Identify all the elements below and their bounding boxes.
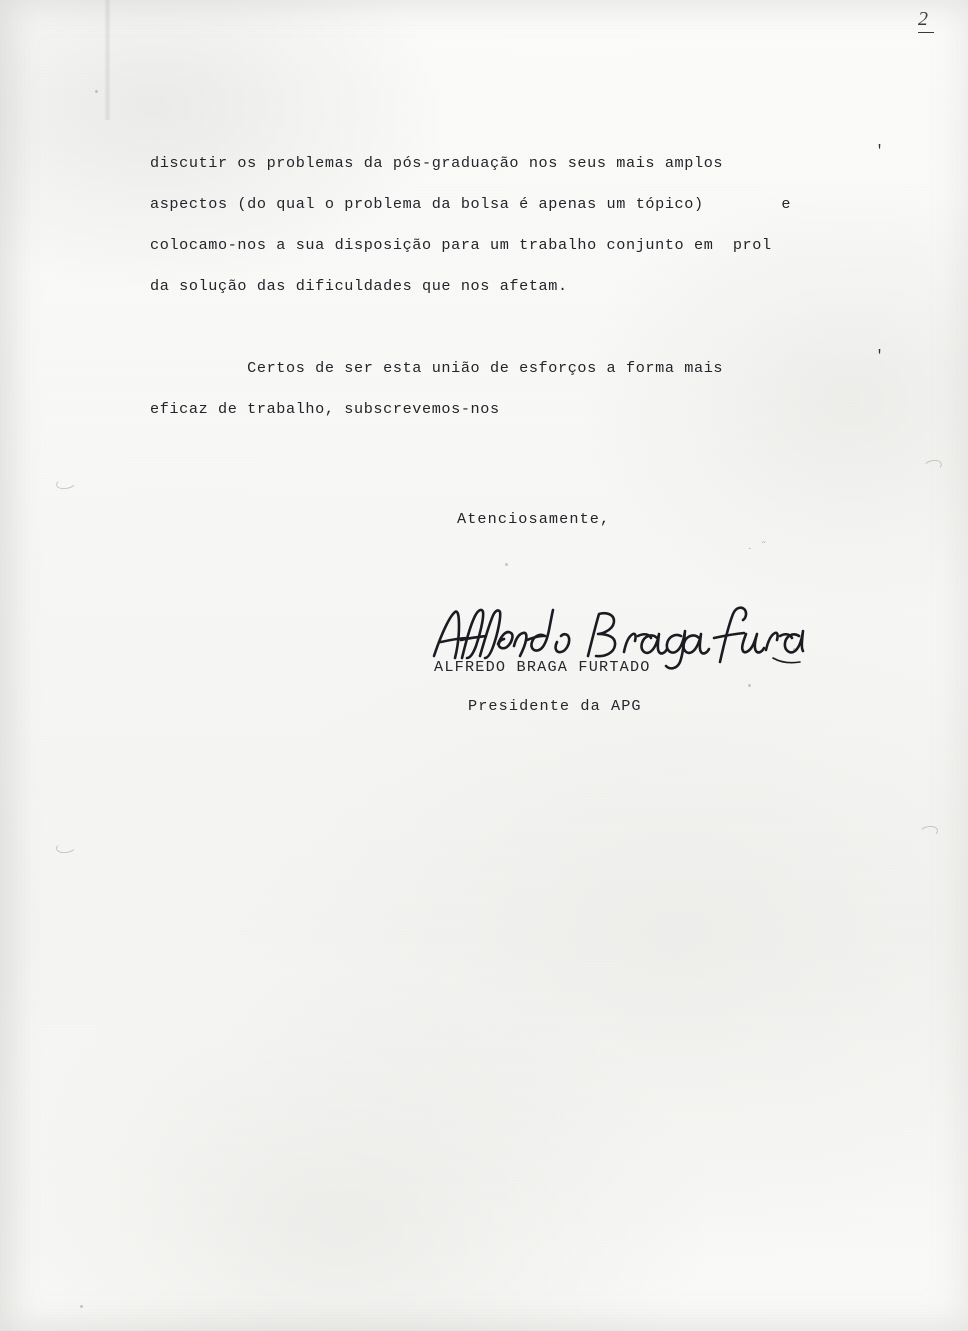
closing-salutation: Atenciosamente, bbox=[457, 510, 611, 528]
stray-mark-glyph: ˝ bbox=[762, 540, 766, 552]
paper-speck bbox=[505, 563, 508, 566]
paragraph-two bbox=[150, 348, 910, 430]
paragraph-two-line: eficaz de trabalho, subscrevemos-nos bbox=[150, 400, 500, 418]
paragraph-one-line: aspectos (do qual o problema da bolsa é apenas um tópico) e bbox=[150, 195, 792, 213]
paper-speck bbox=[95, 90, 98, 93]
margin-tick-mark: ' bbox=[875, 348, 885, 365]
paper-blemish-ring bbox=[923, 459, 943, 473]
paragraph-one bbox=[150, 143, 890, 307]
stray-mark-glyph: · bbox=[748, 543, 754, 555]
paragraph-one-line: discutir os problemas da pós-graduação nos seus mais amplos bbox=[150, 154, 724, 172]
page-number-value: 2 bbox=[918, 8, 928, 30]
paper-blemish-ring bbox=[55, 476, 77, 490]
margin-tick-mark: ' bbox=[875, 143, 885, 160]
stray-pencil-mark bbox=[748, 543, 754, 555]
paper-crease bbox=[104, 0, 111, 120]
paper-speck bbox=[748, 684, 751, 687]
paragraph-two-line: Certos de ser esta união de esforços a forma mais bbox=[150, 359, 724, 377]
stray-pencil-mark bbox=[762, 540, 766, 552]
paper-speck bbox=[793, 648, 796, 651]
page-number-underline bbox=[918, 32, 934, 33]
signature-role: Presidente da APG bbox=[468, 697, 642, 715]
signature-printed-name: ALFREDO BRAGA FURTADO bbox=[434, 658, 651, 676]
page-number bbox=[918, 8, 934, 33]
paper-blemish-ring bbox=[919, 825, 938, 838]
paper-speck bbox=[80, 1305, 83, 1308]
paragraph-one-line: da solução das dificuldades que nos afetam. bbox=[150, 277, 568, 295]
paper-blemish-ring bbox=[55, 841, 76, 855]
paragraph-one-line: colocamo-nos a sua disposição para um trabalho conjunto em prol bbox=[150, 236, 772, 254]
